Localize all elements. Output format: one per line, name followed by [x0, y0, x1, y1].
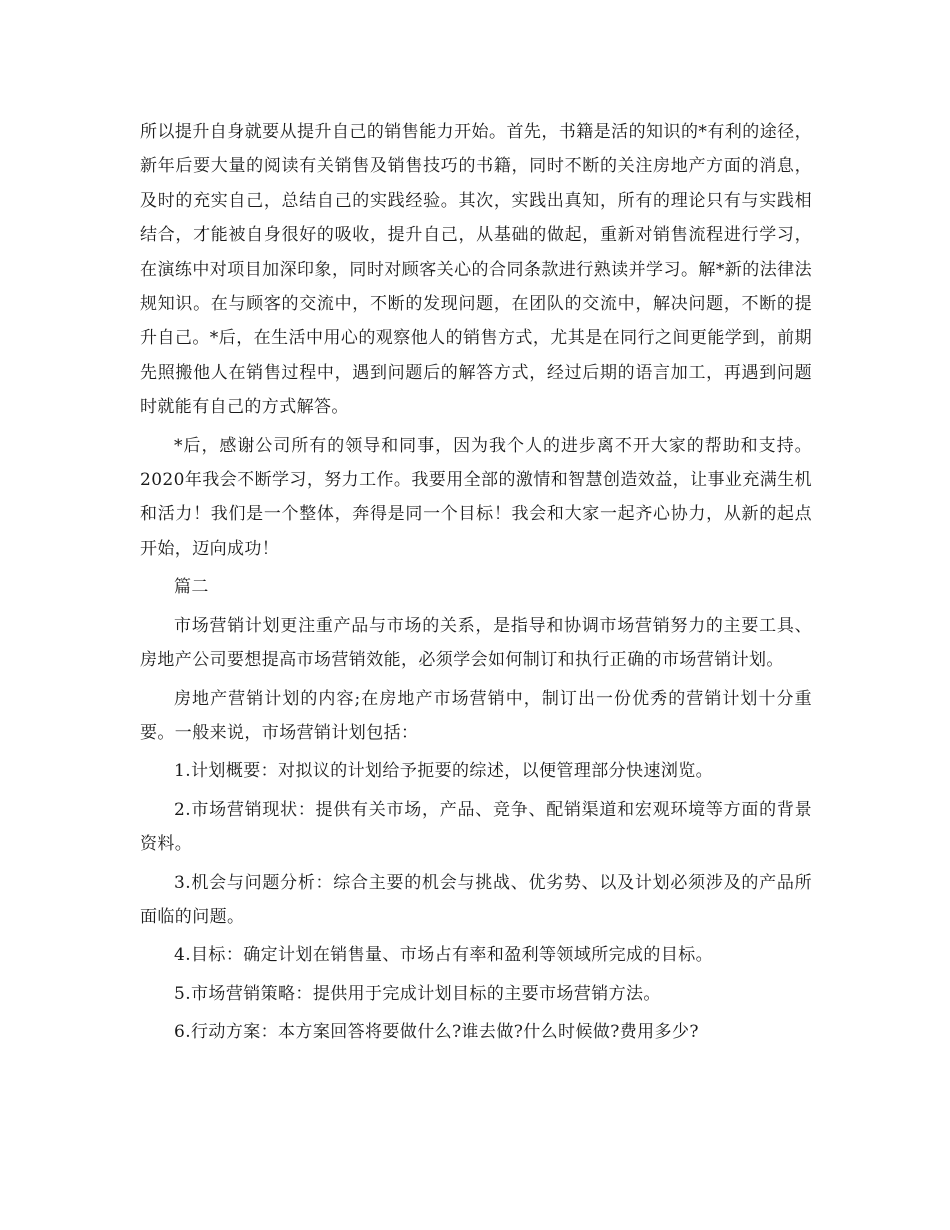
paragraph-sales-improvement: 所以提升自身就要从提升自己的销售能力开始。首先，书籍是活的知识的*有利的途径，新年后要大量的阅读有关销售及销售技巧的书籍，同时不断的关注房地产方面的消息，及时的充实自己，总结自己的实践经验。其次，实践出真知，所有的理论只有与实践相结合，才能被自身很好的吸收，提升自己，从基础的做起，重新对销售流程进行学习，在演练中对项目加深印象，同时对顾客关心的合同条款进行熟读并学习。解*新的法律法规知识。在与顾客的交流中，不断的发现问题，在团队的交流中，解决问题，不断的提升自己。*后，在生活中用心的观察他人的销售方式，尤其是在同行之间更能学到，前期先照搬他人在销售过程中，遇到问题后的解答方式，经过后期的语言加工，再遇到问题时就能有自己的方式解答。	[140, 122, 812, 418]
list-item-action-plan: 6.行动方案：本方案回答将要做什么?谁去做?什么时候做?费用多少?	[174, 1022, 699, 1043]
list-item-strategy: 5.市场营销策略：提供用于完成计划目标的主要市场营销方法。	[174, 983, 661, 1004]
list-item-opportunity-analysis: 3.机会与问题分析：综合主要的机会与挑战、优劣势、以及计划必须涉及的产品所面临的问题。	[140, 872, 812, 927]
list-item-goals: 4.目标：确定计划在销售量、市场占有率和盈利等领域所完成的目标。	[174, 945, 714, 966]
paragraph-marketing-plan-intro: 市场营销计划更注重产品与市场的关系，是指导和协调市场营销努力的主要工具、房地产公司要想提高市场营销效能，必须学会如何制订和执行正确的市场营销计划。	[140, 615, 812, 671]
paragraph-thanks: *后，感谢公司所有的领导和同事，因为我个人的进步离不开大家的帮助和支持。2020年我会不断学习，努力工作。我要用全部的激情和智慧创造效益，让事业充满生机和活力！我们是一个整体，奔得是同一个目标！我会和大家一起齐心协力，从新的起点开始，迈向成功！	[140, 435, 812, 559]
list-item-plan-summary: 1.计划概要：对拟议的计划给予扼要的综述，以便管理部分快速浏览。	[174, 761, 714, 782]
document-body	[140, 115, 812, 1054]
list-item-market-status: 2.市场营销现状：提供有关市场，产品、竞争、配销渠道和宏观环境等方面的背景资料。	[140, 799, 812, 855]
section-heading: 篇二	[174, 577, 209, 598]
paragraph-marketing-plan-content: 房地产营销计划的内容;在房地产市场营销中，制订出一份优秀的营销计划十分重要。一般来说，市场营销计划包括：	[140, 688, 812, 743]
